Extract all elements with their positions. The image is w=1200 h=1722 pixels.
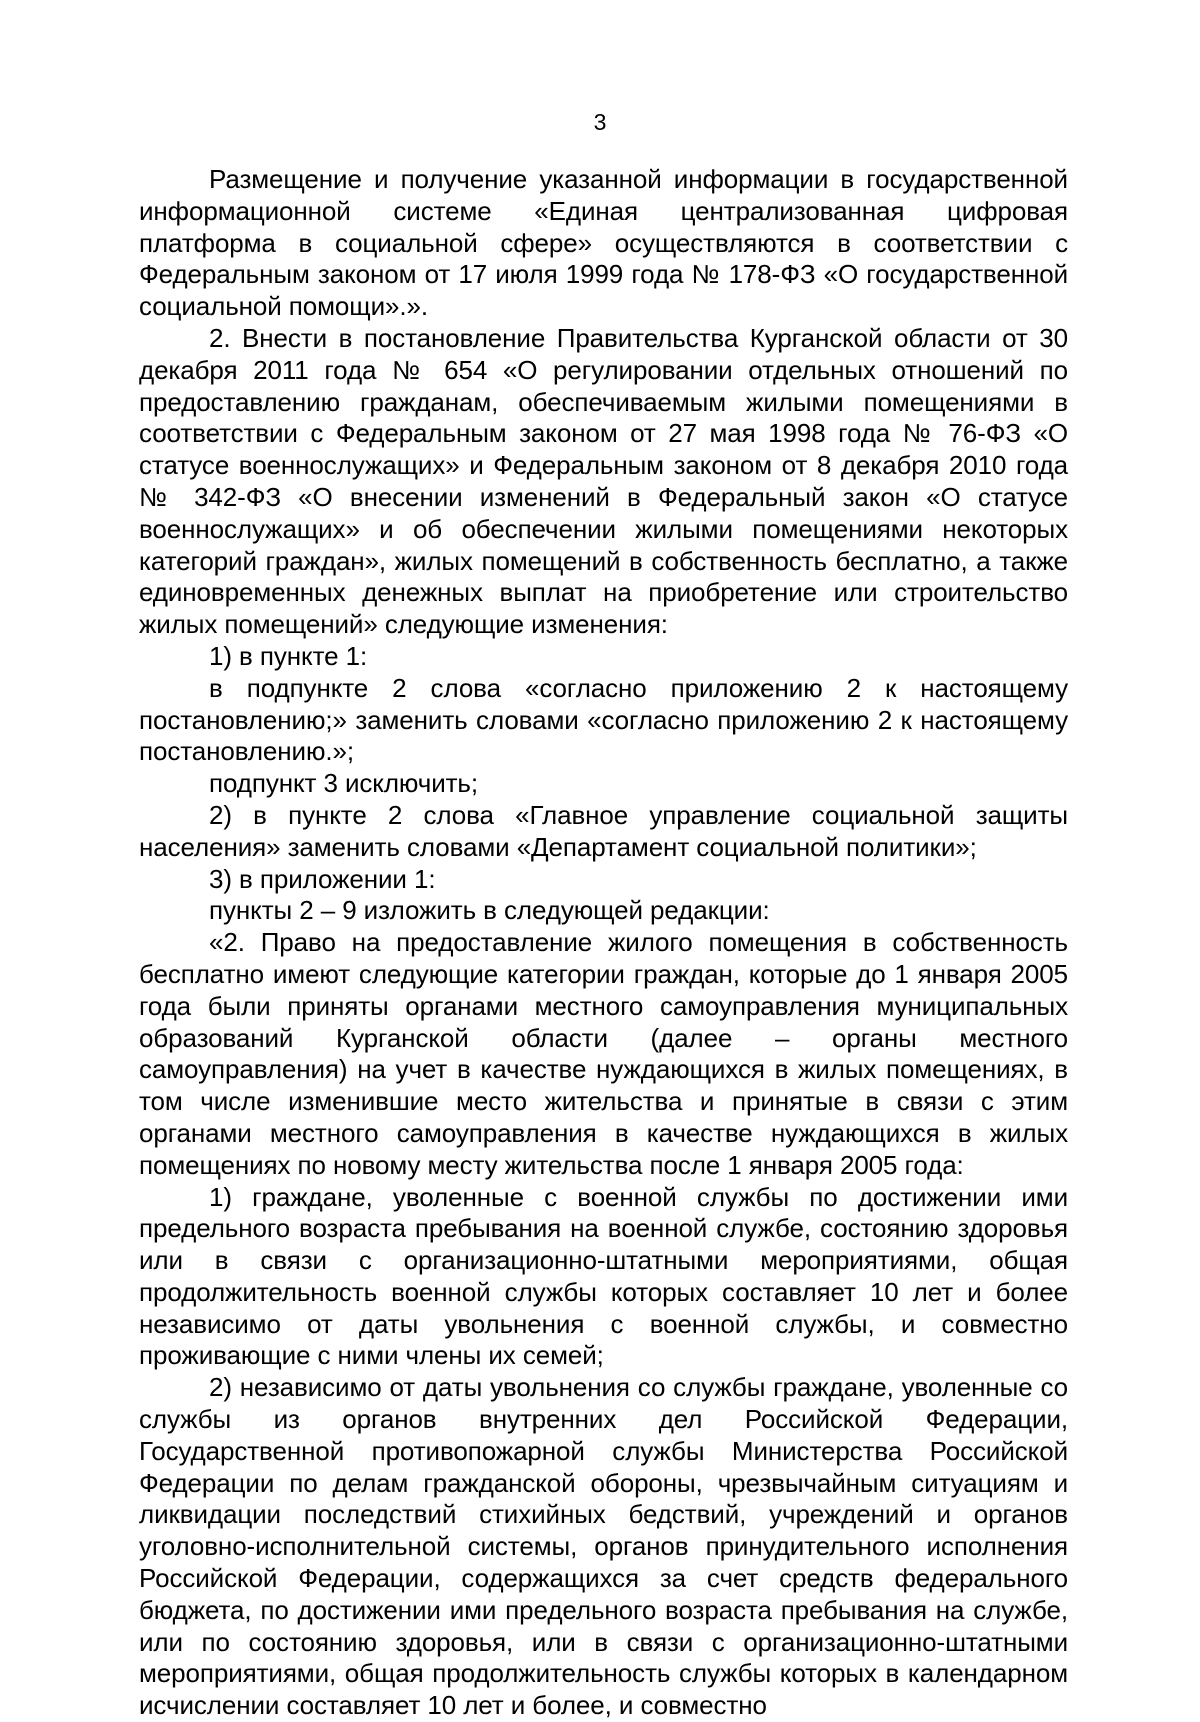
paragraph-item-3-appendix-1: 3) в приложении 1: (209, 863, 436, 894)
paragraph-points-2-9: пункты 2 – 9 изложить в следующей редакции: (209, 895, 770, 926)
paragraph-category-2: 2) независимо от даты увольнения со службы граждане, уволенные со службы из органов внутренних дел Российской Федерации, Государственной противопожарной службы Министерства Российской Федерации по делам гражданской обороны, чрезвычайным ситуациям и ликвидации последствий стихийных бедствий, учреждений и органов уголовно-исполнительной системы, органов принудительного исполнения Российской Федерации, содержащихся за счет средств федерального бюджета, по достижении ими предельного возраста пребывания на службе, или по состоянию здоровья, или в связи с организационно-штатными мероприятиями, общая продолжительность службы которых в календарном исчислении составляет 10 лет и более, и совместно (139, 1372, 1068, 1721)
page-number: 3 (593, 109, 607, 135)
paragraph-item-2-point-2: 2) в пункте 2 слова «Главное управление социальной защиты населения» заменить словами «Департамент социальной политики»; (139, 799, 1068, 862)
paragraph-amend-resolution-654: 2. Внести в постановление Правительства Курганской области от 30 декабря 2011 года № 654 «О регулировании отдельных отношений по предоставлению гражданам, обеспечиваемым жилыми помещениями в соответствии с Федеральным законом от 27 мая 1998 года № 76-ФЗ «О статусе военнослужащих» и Федеральным законом от 8 декабря 2010 года № 342-ФЗ «О внесении изменений в Федеральный закон «О статусе военнослужащих» и об обеспечении жилыми помещениями некоторых категорий граждан», жилых помещений в собственность бесплатно, а также единовременных денежных выплат на приобретение или строительство жилых помещений» следующие изменения: (139, 322, 1068, 640)
paragraph-item-1-point-1: 1) в пункте 1: (209, 640, 368, 671)
paragraph-subitem-3-exclude: подпункт 3 исключить; (209, 768, 478, 799)
paragraph-right-to-housing: «2. Право на предоставление жилого помещения в собственность бесплатно имеют следующие категории граждан, которые до 1 января 2005 года были приняты органами местного самоуправления муниципальных образований Курганской области (далее – органы местного самоуправления) на учет в качестве нуждающихся в жилых помещениях, в том числе изменившие место жительства и принятые в связи с этим органами местного самоуправления в качестве нуждающихся в жилых помещениях по новому месту жительства после 1 января 2005 года: (139, 927, 1068, 1180)
paragraph-subitem-2-replace: в подпункте 2 слова «согласно приложению 2 к настоящему постановлению;» заменить словами «согласно приложению 2 к настоящему постановлению.»; (139, 672, 1068, 767)
paragraph-info-system: Размещение и получение указанной информации в государственной информационной системе «Единая централизованная цифровая платформа в социальной сфере» осуществляются в соответствии с Федеральным законом от 17 июля 1999 года № 178-ФЗ «О государственной социальной помощи».». (139, 164, 1068, 322)
paragraph-category-1: 1) граждане, уволенные с военной службы по достижении ими предельного возраста пребывания на военной службе, состоянию здоровья или в связи с организационно-штатными мероприятиями, общая продолжительность военной службы которых составляет 10 лет и более независимо от даты увольнения с военной службы, и совместно проживающие с ними члены их семей; (139, 1181, 1068, 1371)
document-body (139, 164, 1068, 1722)
